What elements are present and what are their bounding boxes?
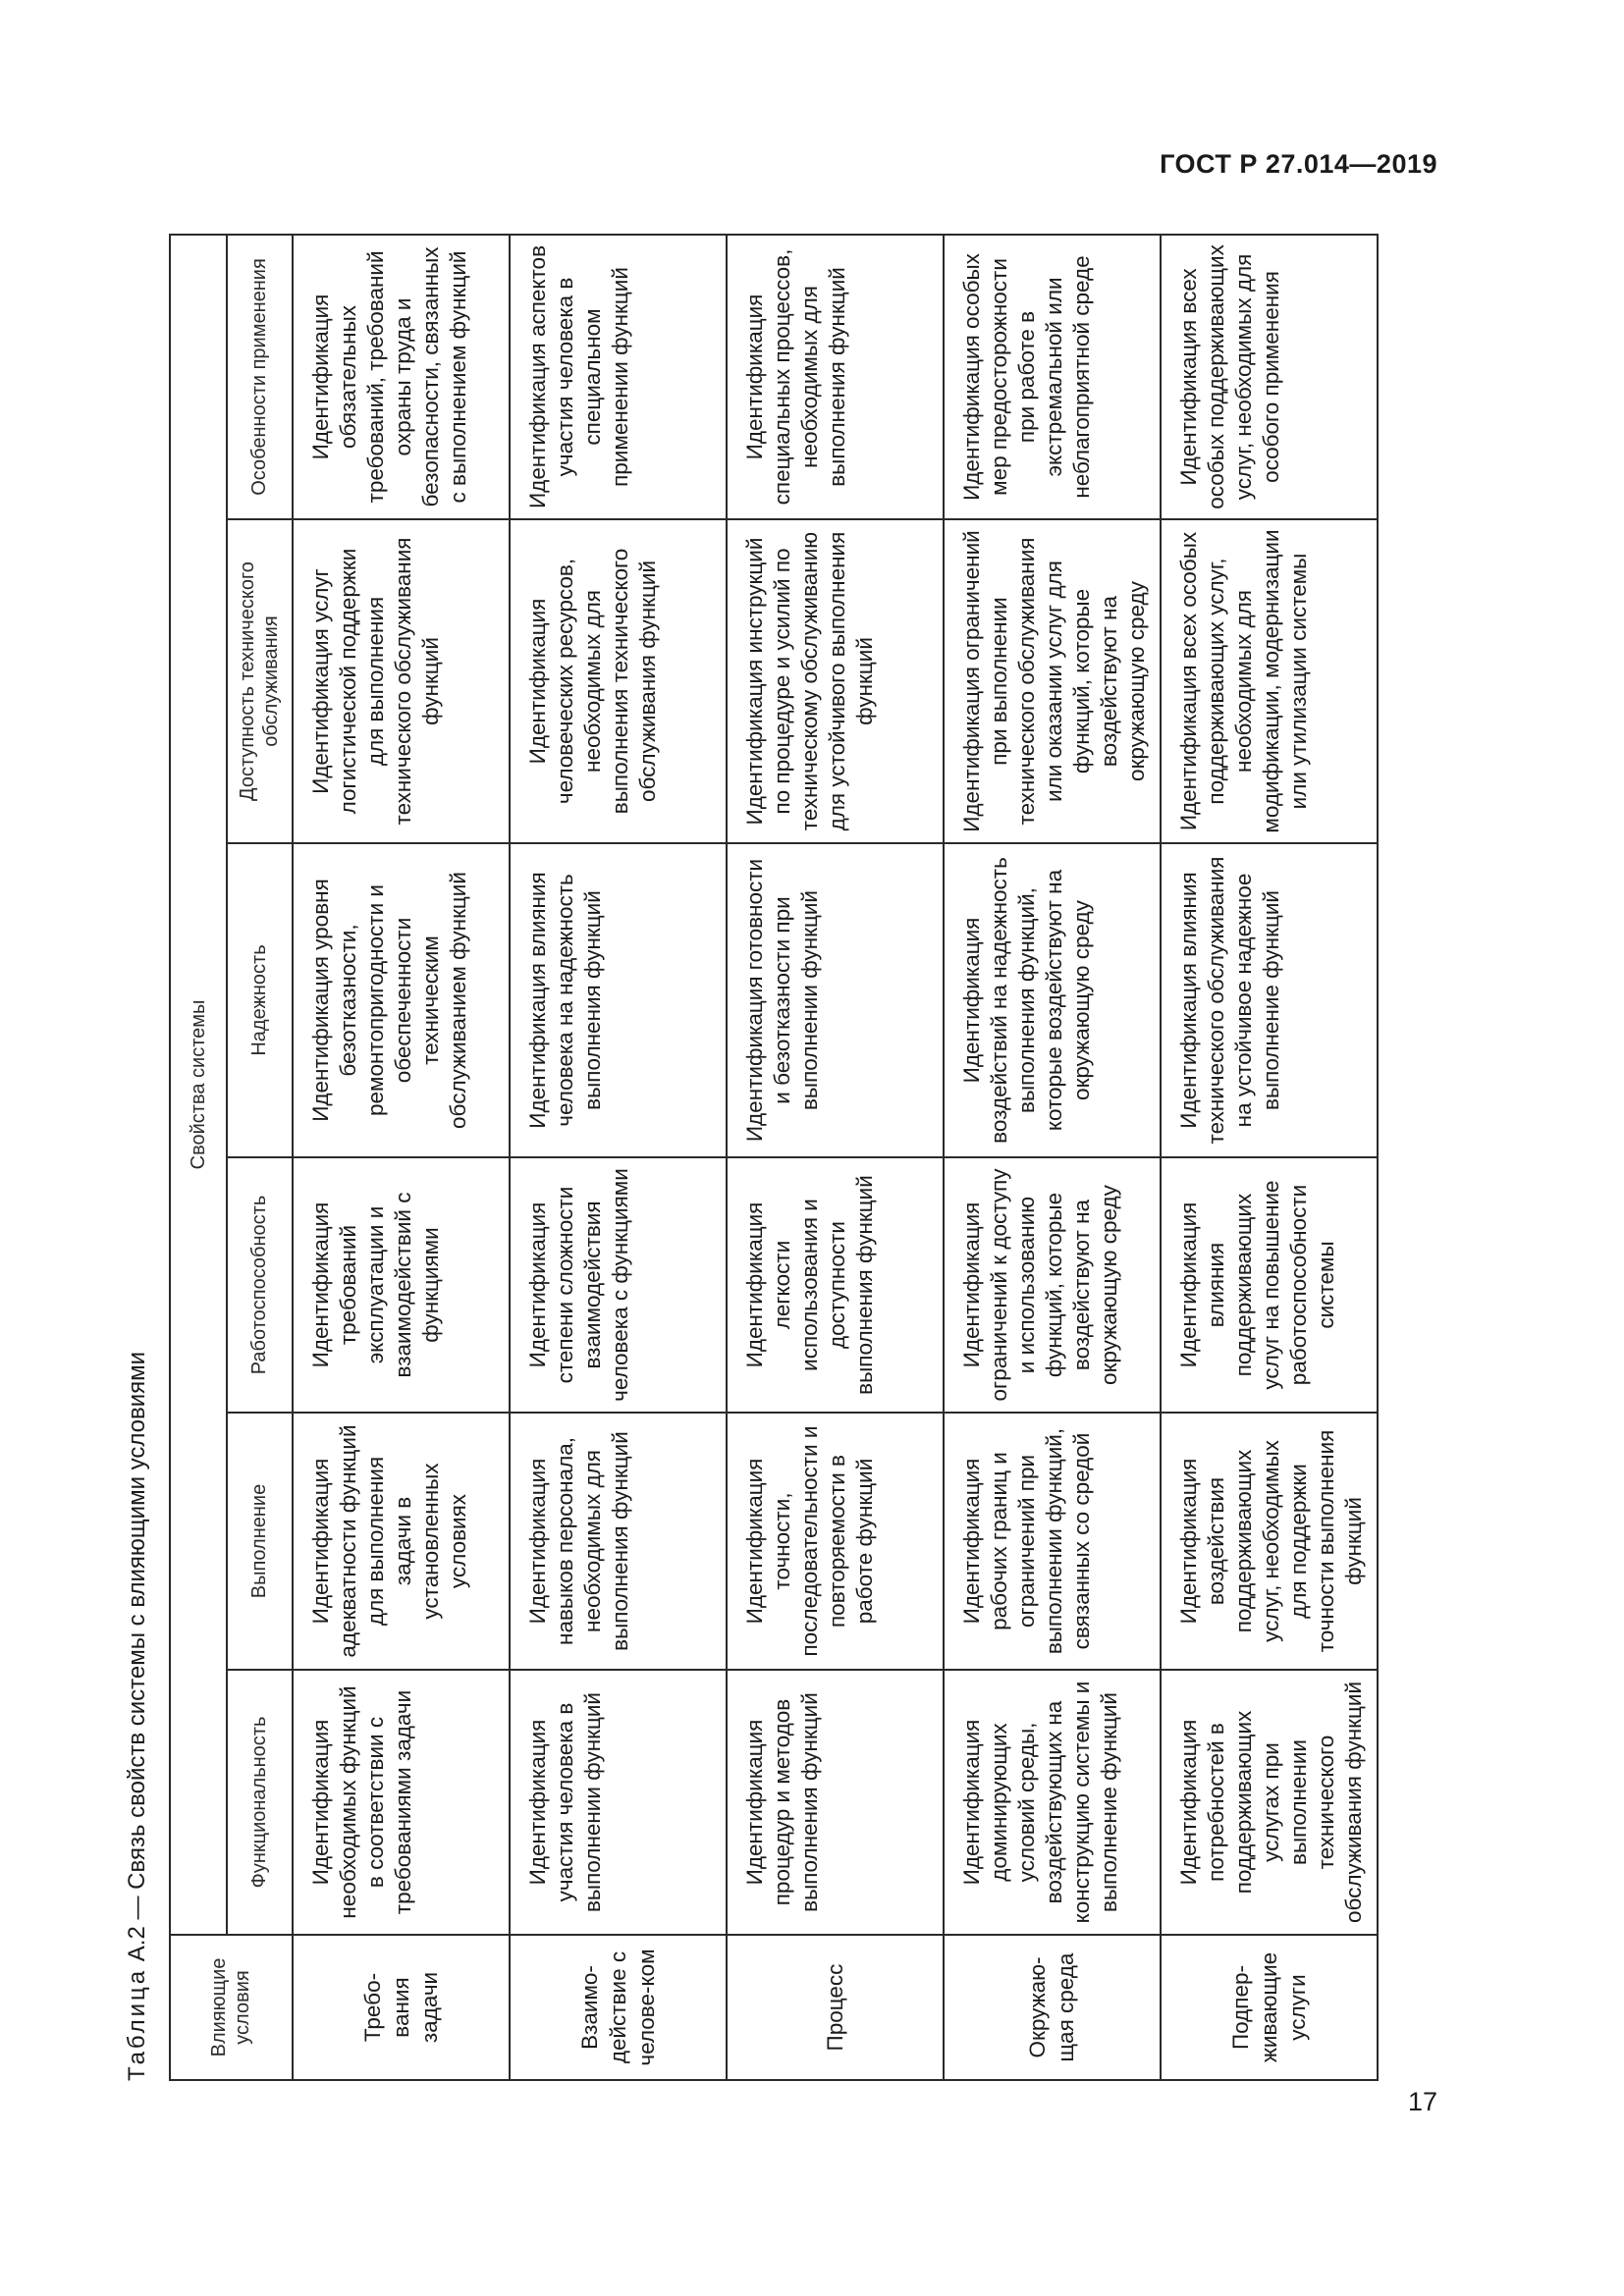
table-cell: Идентификация воздействия поддерживающих услуг, необходимых для поддержки точности выполнения функций [1161, 1413, 1378, 1670]
table-cell: Идентификация потребностей в поддерживающих услугах при выполнении технического обслуживания функций [1161, 1670, 1378, 1935]
column-header: Особенности применения [227, 235, 292, 519]
standard-id: ГОСТ Р 27.014—2019 [1160, 149, 1437, 179]
table-cell: Идентификация точности, последовательности и повторяемости в работе функций [727, 1413, 944, 1670]
condition-cell: Требо-вания задачи [293, 1935, 510, 2080]
table-cell: Идентификация рабочих границ и ограничений при выполнении функций, связанных со средой [944, 1413, 1161, 1670]
table-cell: Идентификация влияния человека на надежность выполнения функций [510, 843, 727, 1157]
properties-group-header: Свойства системы [170, 235, 227, 1935]
table-cell: Идентификация процедур и методов выполнения функций [727, 1670, 944, 1935]
column-header: Надежность [227, 843, 292, 1157]
table-cell: Идентификация влияния технического обслуживания на устойчивое надежное выполнение функций [1161, 843, 1378, 1157]
table-cell: Идентификация ограничений при выполнении технического обслуживания или оказании услуг для функций, которые воздействуют на окружающую среду [944, 519, 1161, 843]
table-cell: Идентификация необходимых функций в соответствии с требованиями задачи [293, 1670, 510, 1935]
table-cell: Идентификация навыков персонала, необходимых для выполнения функций [510, 1413, 727, 1670]
column-header: Доступность технического обслуживания [227, 519, 292, 843]
table-cell: Идентификация влияния поддерживающих услуг на повышение работоспособности системы [1161, 1157, 1378, 1413]
table-cell: Идентификация всех особых поддерживающих услуг, необходимых для особого применения [1161, 235, 1378, 519]
table-cell: Идентификация услуг логистической поддержки для выполнения технического обслуживания функций [293, 519, 510, 843]
table-cell: Идентификация участия человека в выполнении функций [510, 1670, 727, 1935]
condition-cell: Процесс [727, 1935, 944, 2080]
conditions-header: Влияющие условия [170, 1935, 293, 2080]
condition-cell: Взаимо-действие с челове-ком [510, 1935, 727, 2080]
table-cell: Идентификация человеческих ресурсов, необходимых для выполнения технического обслуживания функций [510, 519, 727, 843]
table-cell: Идентификация обязательных требований, требований охраны труда и безопасности, связанных с выполнением функций [293, 235, 510, 519]
rotated-table-area [116, 236, 1382, 2081]
column-header: Функциональность [227, 1670, 292, 1935]
table-cell: Идентификация всех особых поддерживающих услуг, необходимых для модификации, модернизации или утилизации системы [1161, 519, 1378, 843]
table-row [293, 235, 510, 2080]
table-cell: Идентификация готовности и безотказности при выполнении функций [727, 843, 944, 1157]
table-cell: Идентификация легкости использования и доступности выполнения функций [727, 1157, 944, 1413]
table-landscape-container [116, 236, 1382, 2081]
table-caption-text: А.2 — Связь свойств системы с влияющими условиями [124, 1351, 150, 1968]
table-caption-label: Таблица [124, 1967, 150, 2081]
properties-table [169, 234, 1379, 2081]
table-row [510, 235, 727, 2080]
table-cell: Идентификация адекватности функций для выполнения задачи в установленных условиях [293, 1413, 510, 1670]
table-cell: Идентификация доминирующих условий среды, воздействующих на конструкцию системы и выполнение функций [944, 1670, 1161, 1935]
condition-cell: Подпер-живающие услуги [1161, 1935, 1378, 2080]
table-cell: Идентификация ограничений к доступу и использованию функций, которые воздействуют на окружающую среду [944, 1157, 1161, 1413]
table-row [727, 235, 944, 2080]
column-header: Работоспособность [227, 1157, 292, 1413]
table-cell: Идентификация уровня безотказности, ремонтопригодности и обеспеченности техническим обслуживанием функций [293, 843, 510, 1157]
table-cell: Идентификация особых мер предосторожности при работе в экстремальной или неблагоприятной среде [944, 235, 1161, 519]
page-number: 17 [1407, 2087, 1437, 2116]
header-row-columns [227, 235, 292, 2080]
header-row-group [170, 235, 227, 2080]
column-header: Выполнение [227, 1413, 292, 1670]
table-cell: Идентификация воздействий на надежность выполнения функций, которые воздействуют на окружающую среду [944, 843, 1161, 1157]
table-row [1161, 235, 1378, 2080]
table-cell: Идентификация степени сложности взаимодействия человека с функциями [510, 1157, 727, 1413]
table-row [944, 235, 1161, 2080]
condition-cell: Окружаю-щая среда [944, 1935, 1161, 2080]
table-cell: Идентификация аспектов участия человека в специальном применении функций [510, 235, 727, 519]
table-cell: Идентификация специальных процессов, необходимых для выполнения функций [727, 235, 944, 519]
table-caption [116, 1352, 159, 2081]
table-cell: Идентификация инструкций по процедуре и усилий по техническому обслуживанию для устойчивого выполнения функций [727, 519, 944, 843]
table-cell: Идентификация требований эксплуатации и взаимодействий с функциями [293, 1157, 510, 1413]
